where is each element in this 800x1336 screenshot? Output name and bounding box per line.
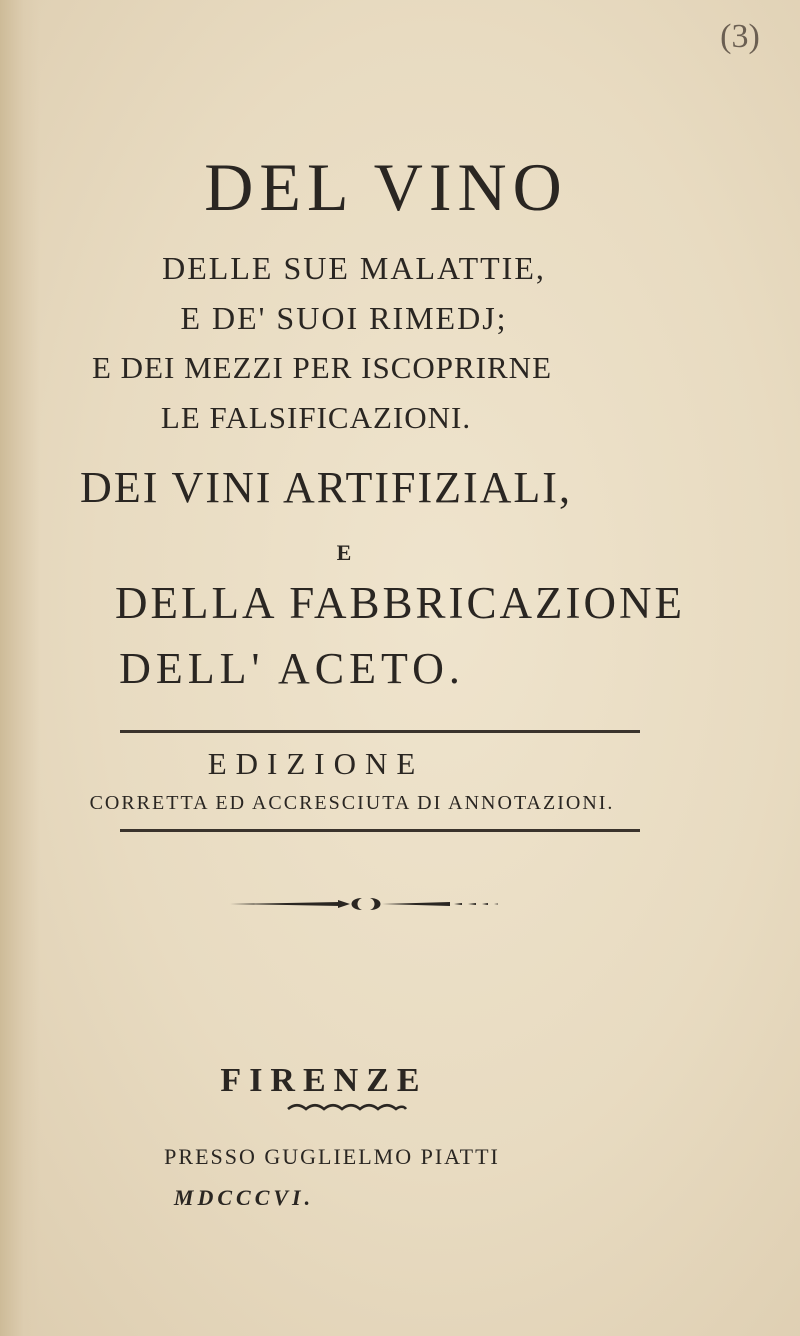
imprint-city: FIRENZE [220,1062,428,1099]
edition-note: CORRETTA ED ACCRESCIUTA DI ANNOTAZIONI. [89,792,615,814]
subtitle-line: E DEI MEZZI PER ISCOPRIRNE [92,350,552,385]
heading-fabrication: DELLA FABBRICAZIONE [115,578,685,628]
subtitle-line: E DE' SUOI RIMEDJ; [180,300,508,336]
heading-vinegar: DELL' ACETO. [119,644,465,693]
conjunction: E [336,540,352,565]
bottom-rule-divider [120,829,640,832]
subtitle-line: DELLE SUE MALATTIE, [162,250,546,286]
heading-artificial-wines: DEI VINI ARTIFIZIALI, [80,463,572,512]
ornament-divider [230,896,530,912]
top-rule-divider [120,730,640,733]
edition-label: EDIZIONE [207,746,425,781]
subtitle-line: LE FALSIFICAZIONI. [160,400,472,435]
book-title: DEL VINO [204,149,568,225]
ornament-small [286,1103,408,1113]
imprint-printer: PRESSO GUGLIELMO PIATTI [164,1144,500,1169]
page-number: (3) [720,18,760,55]
imprint-year: MDCCCVI. [173,1185,315,1210]
